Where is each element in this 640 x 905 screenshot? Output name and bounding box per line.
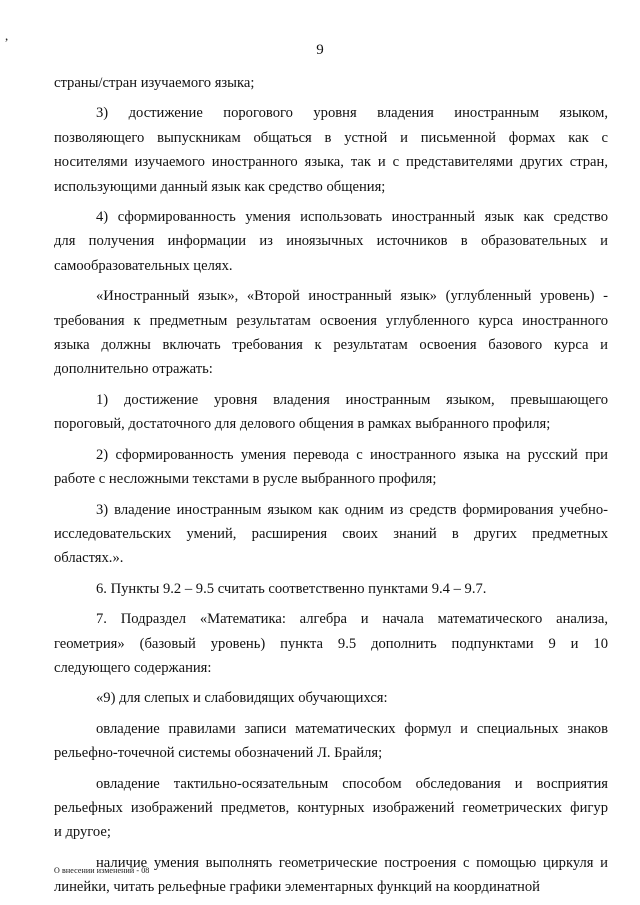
paragraph-7-line-1: 3) владение иностранным языком как одним из средств формирования учебно-: [96, 501, 608, 518]
paragraph-13-line-1: наличие умения выполнять геометрические построения с помощью циркуля и: [96, 854, 608, 871]
paragraph-5-line-1: 1) достижение уровня владения иностранным языком, превышающего: [96, 391, 608, 408]
paragraph-11-line-2: рельефно-точечной системы обозначений Л. Брайля;: [54, 745, 383, 762]
paragraph-9-line-1: 7. Подраздел «Математика: алгебра и начала математического анализа,: [96, 611, 608, 628]
paragraph-4-line-4: дополнительно отражать:: [54, 361, 213, 378]
paragraph-9-line-2: геометрия» (базовый уровень) пункта 9.5 дополнить подпунктами 9 и 10: [54, 635, 608, 652]
document-body: [54, 71, 608, 900]
paragraph-13-line-2: линейки, читать рельефные графики элементарных функций на координатной: [54, 879, 540, 896]
paragraph-2-line-1: 3) достижение порогового уровня владения иностранным языком,: [96, 105, 608, 122]
paragraph-11-line-1: овладение правилами записи математических формул и специальных знаков: [96, 720, 608, 737]
paragraph-10-line-1: «9) для слепых и слабовидящих обучающихся:: [96, 690, 388, 707]
footer-note: О внесении изменений - 08: [54, 866, 150, 875]
paragraph-9-line-3: следующего содержания:: [54, 659, 212, 676]
paragraph-1-line-1: страны/стран изучаемого языка;: [54, 75, 255, 91]
paragraph-2-line-4: использующими данный язык как средство общения;: [54, 178, 386, 195]
paragraph-2-line-2: позволяющего выпускникам общаться в устной и письменной формах как с: [54, 129, 608, 146]
paragraph-5-line-2: пороговый, достаточного для делового общения в рамках выбранного профиля;: [54, 416, 551, 433]
page-number: 9: [316, 42, 324, 58]
paragraph-12-line-1: овладение тактильно-осязательным способом обследования и восприятия: [96, 775, 608, 792]
margin-mark: ,: [5, 28, 9, 43]
paragraph-6-line-1: 2) сформированность умения перевода с иностранного языка на русский при: [96, 446, 608, 463]
paragraph-12-line-2: рельефных изображений предметов, контурных изображений геометрических фигур: [54, 799, 608, 816]
paragraph-3-line-1: 4) сформированность умения использовать иностранный язык как средство: [96, 209, 608, 226]
paragraph-4-line-2: требования к предметным результатам освоения углубленного курса иностранного: [54, 312, 608, 329]
paragraph-8-line-1: 6. Пункты 9.2 – 9.5 считать соответственно пунктами 9.4 – 9.7.: [96, 580, 487, 597]
paragraph-7-line-2: исследовательских умений, расширения своих знаний в других предметных: [54, 525, 608, 542]
paragraph-4-line-3: языка должны включать требования к результатам освоения базового курса и: [54, 337, 608, 354]
paragraph-3-line-3: самообразовательных целях.: [54, 257, 233, 274]
paragraph-12-line-3: и другое;: [54, 824, 111, 841]
paragraph-2-line-3: носителями изучаемого иностранного языка, так и с представителями других стран,: [54, 154, 608, 171]
paragraph-4-line-1: «Иностранный язык», «Второй иностранный язык» (углубленный уровень) -: [96, 288, 608, 305]
paragraph-3-line-2: для получения информации из иноязычных источников в образовательных и: [54, 233, 608, 250]
paragraph-6-line-2: работе с несложными текстами в русле выбранного профиля;: [54, 471, 437, 488]
paragraph-7-line-3: областях.».: [54, 550, 124, 567]
